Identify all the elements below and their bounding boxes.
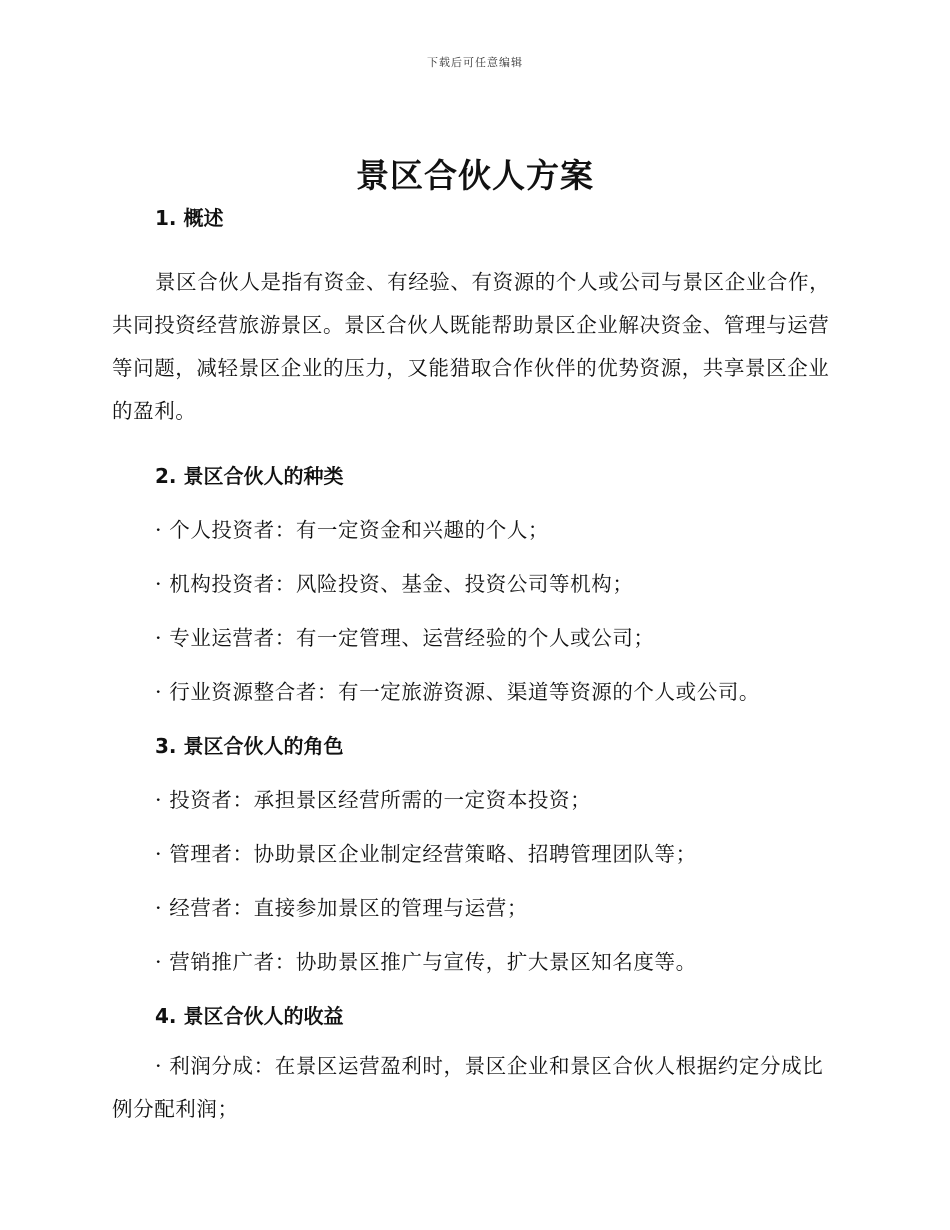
list-item: · 投资者：承担景区经营所需的一定资本投资；	[155, 788, 592, 812]
list-item: · 专业运营者：有一定管理、运营经验的个人或公司；	[155, 626, 655, 650]
list-item: · 个人投资者：有一定资金和兴趣的个人；	[155, 518, 550, 542]
list-item: · 行业资源整合者：有一定旅游资源、渠道等资源的个人或公司。	[155, 680, 761, 704]
list-item: · 管理者：协助景区企业制定经营策略、招聘管理团队等；	[155, 842, 697, 866]
section-heading-overview: 1. 概述	[155, 206, 224, 230]
list-item: · 利润分成：在景区运营盈利时，景区企业和景区合伙人根据约定分成比例分配利润；	[112, 1054, 824, 1121]
header-note: 下载后可任意编辑	[427, 56, 523, 69]
section-heading-types: 2. 景区合伙人的种类	[155, 464, 344, 488]
list-item: · 营销推广者：协助景区推广与宣传，扩大景区知名度等。	[155, 950, 697, 974]
document-title: 景区合伙人方案	[356, 156, 594, 195]
section-heading-benefits: 4. 景区合伙人的收益	[155, 1004, 344, 1028]
document-body	[112, 203, 834, 1131]
overview-paragraph: 景区合伙人是指有资金、有经验、有资源的个人或公司与景区企业合作，共同投资经营旅游景区。景区合伙人既能帮助景区企业解决资金、管理与运营等问题，减轻景区企业的压力，又能猎取合作伙伴的优势资源，共享景区企业的盈利。	[112, 270, 831, 423]
list-item: · 机构投资者：风险投资、基金、投资公司等机构；	[155, 572, 634, 596]
list-item: · 经营者：直接参加景区的管理与运营；	[155, 896, 528, 920]
section-heading-roles: 3. 景区合伙人的角色	[155, 734, 344, 758]
